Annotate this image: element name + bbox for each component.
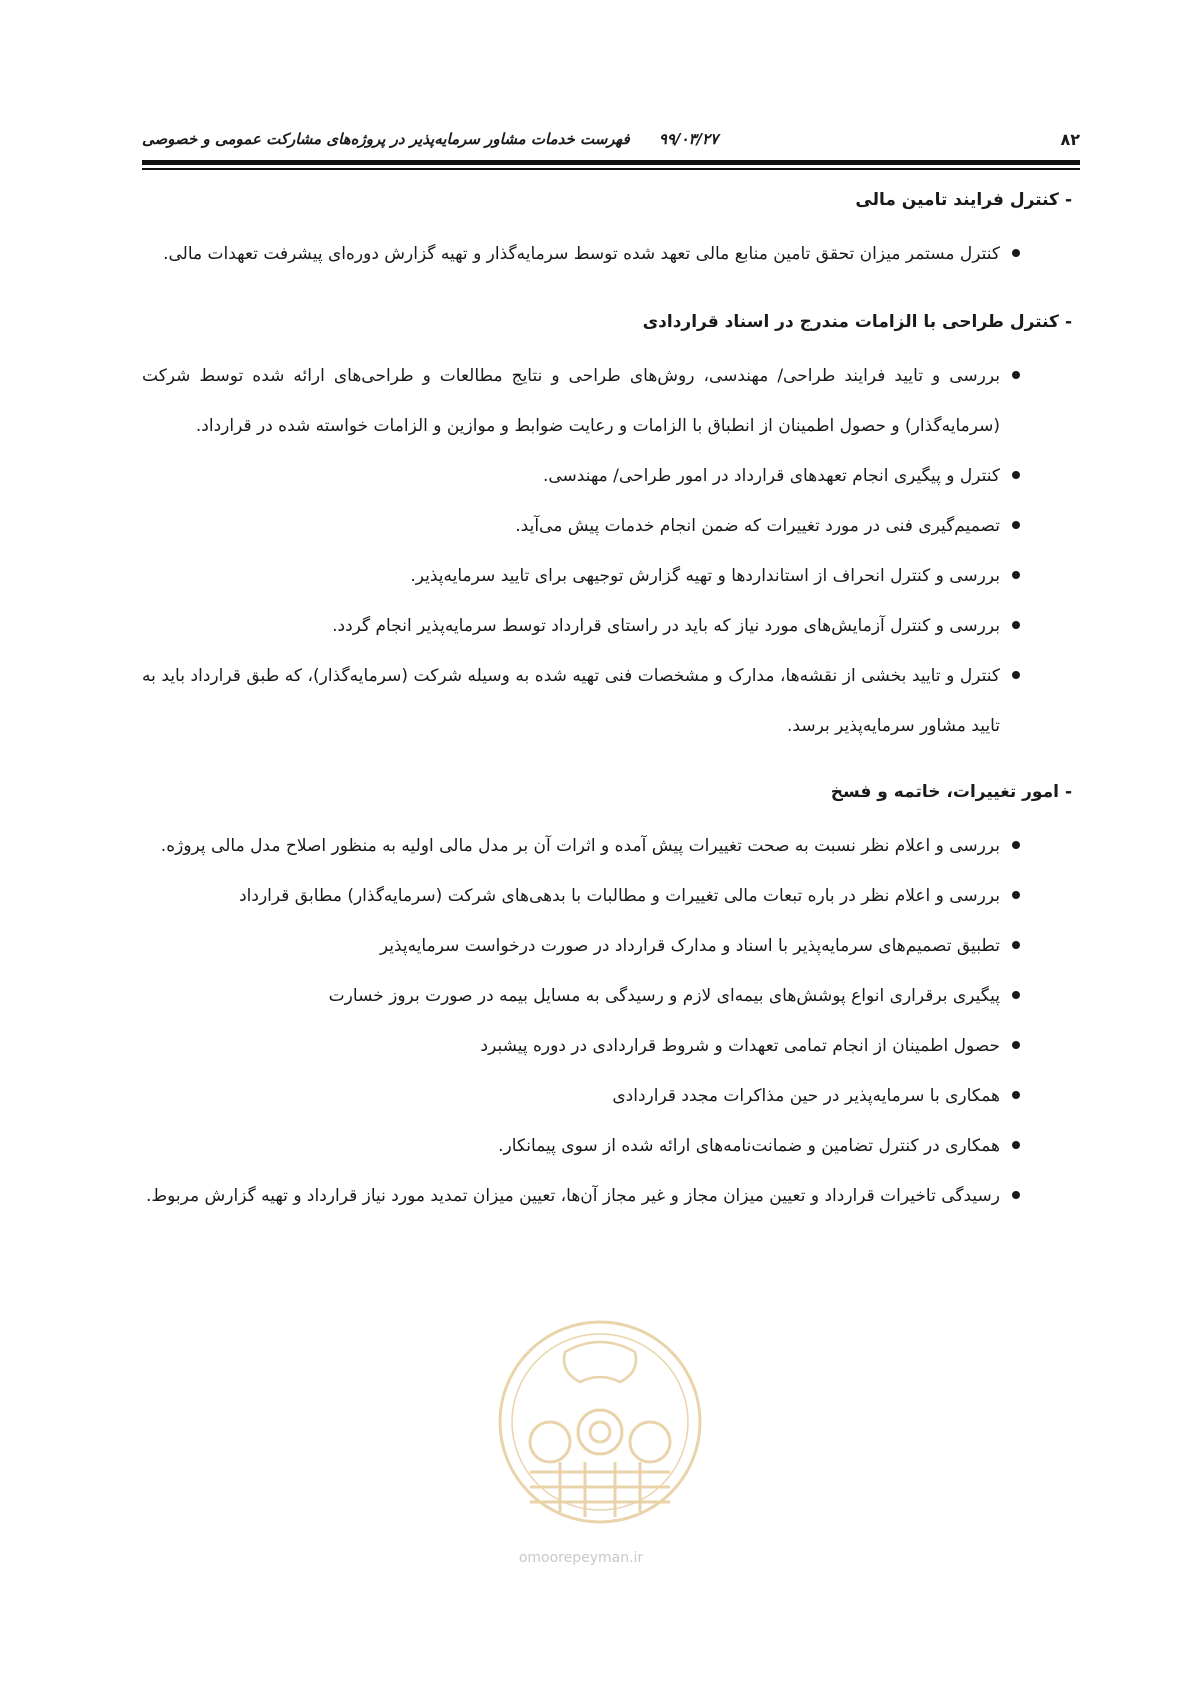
list-item: تطبیق تصمیم‌های سرمایه‌پذیر با اسناد و مدارک قرارداد در صورت درخواست سرمایه‌پذیر — [142, 921, 1080, 971]
bullet-icon — [1012, 621, 1020, 629]
list-item: رسیدگی تاخیرات قرارداد و تعیین میزان مجاز و غیر مجاز آن‌ها، تعیین میزان تمدید مورد نیاز قرارداد و تهیه گزارش مربوط. — [142, 1171, 1080, 1221]
bullet-icon — [1012, 841, 1020, 849]
list-item: پیگیری برقراری انواع پوشش‌های بیمه‌ای لازم و رسیدگی به مسایل بیمه در صورت بروز خسارت — [142, 971, 1080, 1021]
list-item: حصول اطمینان از انجام تمامی تعهدات و شروط قراردادی در دوره پیشبرد — [142, 1021, 1080, 1071]
section-design-control — [142, 307, 1080, 751]
page-header — [142, 128, 1080, 154]
list-item: کنترل مستمر میزان تحقق تامین منابع مالی تعهد شده توسط سرمایه‌گذار و تهیه گزارش دوره‌ای پیشرفت تعهدات مالی. — [142, 229, 1080, 279]
bullet-icon — [1012, 1141, 1020, 1149]
section-heading: -کنترل طراحی با الزامات مندرج در اسناد قراردادی — [642, 312, 1072, 332]
watermark-url: omoorepeyman.ir — [518, 1550, 644, 1566]
bullet-list — [142, 821, 1080, 1221]
watermark-seal-icon — [490, 1312, 710, 1542]
list-item: کنترل و تایید بخشی از نقشه‌ها، مدارک و مشخصات فنی تهیه شده به وسیله شرکت (سرمایه‌گذار)، که طبق قرارداد باید به تایید مشاور سرمایه‌پذیر برسد. — [142, 651, 1080, 751]
page-content — [142, 185, 1080, 1221]
list-item: بررسی و کنترل آزمایش‌های مورد نیاز که باید در راستای قرارداد توسط سرمایه‌پذیر انجام گردد. — [142, 601, 1080, 651]
list-item: بررسی و اعلام نظر در باره تبعات مالی تغییرات و مطالبات با بدهی‌های شرکت (سرمایه‌گذار) مطابق قرارداد — [142, 871, 1080, 921]
header-rule-thin — [142, 168, 1080, 170]
list-item: همکاری در کنترل تضامین و ضمانت‌نامه‌های ارائه شده از سوی پیمانکار. — [142, 1121, 1080, 1171]
list-item: بررسی و تایید فرایند طراحی/ مهندسی، روش‌های طراحی و نتایج مطالعات و طراحی‌های ارائه شده توسط شرکت (سرمایه‌گذار) و حصول اطمینان از انطباق با الزامات و رعایت ضوابط و موازین و الزامات خواسته شده در قرارداد. — [142, 351, 1080, 451]
section-heading: -امور تغییرات، خاتمه و فسخ — [830, 782, 1072, 802]
bullet-icon — [1012, 991, 1020, 999]
bullet-icon — [1012, 891, 1020, 899]
list-item: همکاری با سرمایه‌پذیر در حین مذاکرات مجدد قراردادی — [142, 1071, 1080, 1121]
list-item: بررسی و کنترل انحراف از استانداردها و تهیه گزارش توجیهی برای تایید سرمایه‌پذیر. — [142, 551, 1080, 601]
bullet-icon — [1012, 521, 1020, 529]
bullet-list — [142, 229, 1080, 279]
bullet-list — [142, 351, 1080, 751]
bullet-icon — [1012, 371, 1020, 379]
bullet-icon — [1012, 471, 1020, 479]
header-title-line — [142, 130, 718, 148]
bullet-icon — [1012, 1041, 1020, 1049]
bullet-icon — [1012, 571, 1020, 579]
section-heading: -کنترل فرایند تامین مالی — [855, 190, 1072, 210]
list-item: بررسی و اعلام نظر نسبت به صحت تغییرات پیش آمده و اثرات آن بر مدل مالی اولیه به منظور اصلاح مدل مالی پروژه. — [142, 821, 1080, 871]
bullet-icon — [1012, 671, 1020, 679]
list-item: تصمیم‌گیری فنی در مورد تغییرات که ضمن انجام خدمات پیش می‌آید. — [142, 501, 1080, 551]
bullet-icon — [1012, 1091, 1020, 1099]
section-changes-termination — [142, 777, 1080, 1221]
page-number: ۸۲ — [1060, 130, 1080, 149]
bullet-icon — [1012, 249, 1020, 257]
header-date: ۹۹/۰۳/۲۷ — [658, 130, 719, 148]
bullet-icon — [1012, 1191, 1020, 1199]
header-title: فهرست خدمات مشاور سرمایه‌پذیر در پروژه‌های مشارکت عمومی و خصوصی — [142, 130, 630, 148]
section-financing-control — [142, 185, 1080, 279]
bullet-icon — [1012, 941, 1020, 949]
header-rule-thick — [142, 160, 1080, 165]
list-item: کنترل و پیگیری انجام تعهدهای قرارداد در امور طراحی/ مهندسی. — [142, 451, 1080, 501]
